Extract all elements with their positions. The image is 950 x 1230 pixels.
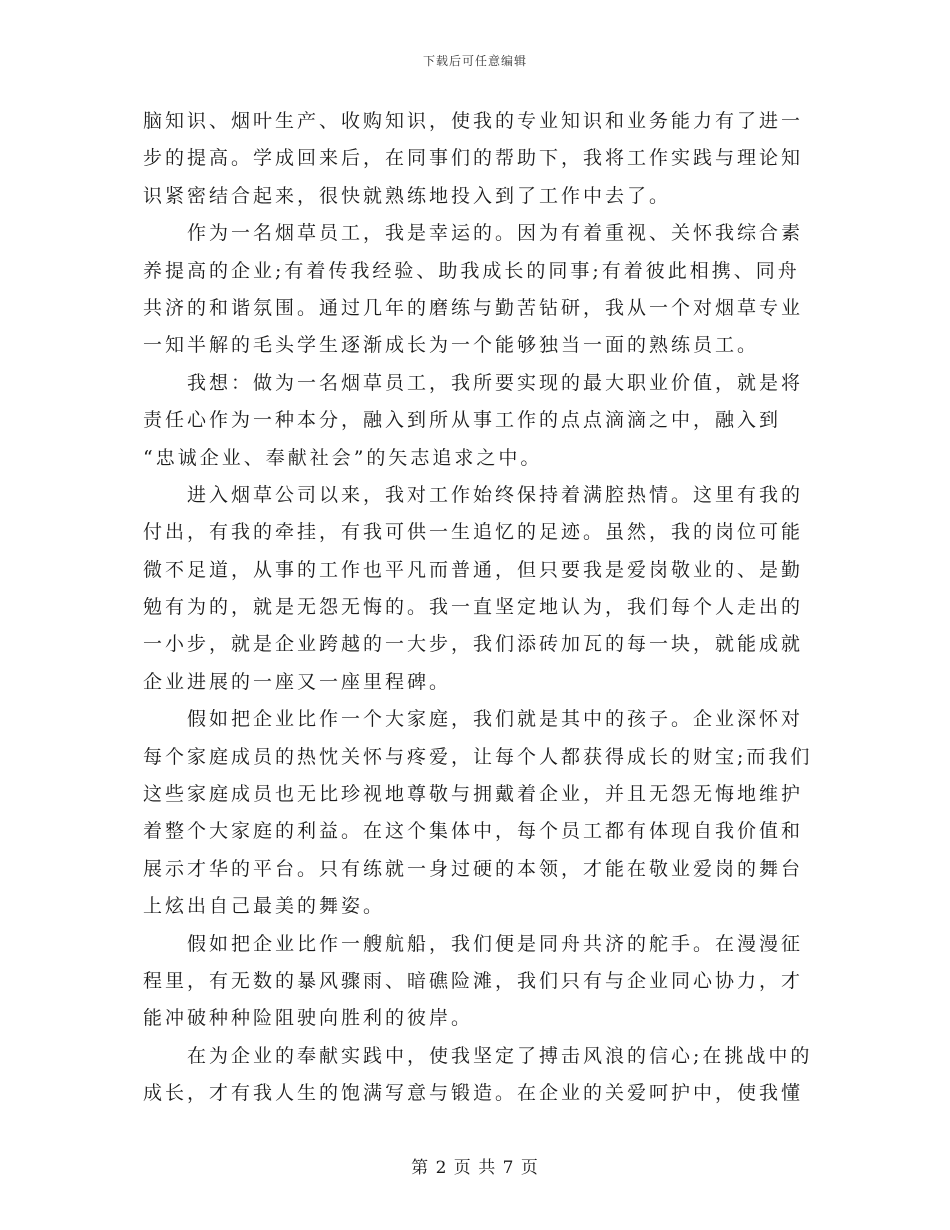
text-line: 进入烟草公司以来，我对工作始终保持着满腔热情。这里有我的 <box>187 483 804 506</box>
text-line: 企业进展的一座又一座里程碑。 <box>143 670 452 693</box>
text-line: 一小步，就是企业跨越的一大步，我们添砖加瓦的每一块，就能成就 <box>143 633 804 656</box>
header-note: 下载后可任意编辑 <box>422 54 527 68</box>
text-line: 付出，有我的牵挂，有我可供一生追忆的足迹。虽然，我的岗位可能 <box>143 521 804 544</box>
text-line: 展示才华的平台。只有练就一身过硬的本领，才能在敬业爱岗的舞台 <box>143 857 804 880</box>
text-line: 步的提高。学成回来后，在同事们的帮助下，我将工作实践与理论知 <box>143 147 804 170</box>
text-line: 微不足道，从事的工作也平凡而普通，但只要我是爱岗敬业的、是勤 <box>143 558 804 581</box>
text-line: 成长，才有我人生的饱满写意与锻造。在企业的关爱呵护中，使我懂 <box>143 1082 804 1105</box>
text-line: 假如把企业比作一艘航船，我们便是同舟共济的舵手。在漫漫征 <box>187 932 804 955</box>
text-line: 在为企业的奉献实践中，使我坚定了搏击风浪的信心;在挑战中的 <box>187 1044 813 1067</box>
text-line: 假如把企业比作一个大家庭，我们就是其中的孩子。企业深怀对 <box>187 708 804 731</box>
text-line: 脑知识、烟叶生产、收购知识，使我的专业知识和业务能力有了进一 <box>143 110 804 132</box>
text-line: 共济的和谐氛围。通过几年的磨练与勤苦钻研，我从一个对烟草专业 <box>143 296 804 319</box>
text-line: 作为一名烟草员工，我是幸运的。因为有着重视、关怀我综合素 <box>187 222 804 245</box>
document-body <box>143 103 811 1113</box>
text-line: 责任心作为一种本分，融入到所从事工作的点点滴滴之中，融入到 <box>143 409 782 432</box>
text-line: 养提高的企业;有着传我经验、助我成长的同事;有着彼此相携、同舟 <box>143 259 800 282</box>
text-line: 这些家庭成员也无比珍视地尊敬与拥戴着企业，并且无怨无悔地维护 <box>143 783 804 806</box>
text-line: 每个家庭成员的热忱关怀与疼爱，让每个人都获得成长的财宝;而我们 <box>143 745 813 768</box>
text-line: 程里，有无数的暴风骤雨、暗礁险滩，我们只有与企业同心协力，才 <box>143 969 804 992</box>
text-line: 勉有为的，就是无怨无悔的。我一直坚定地认为，我们每个人走出的 <box>143 596 804 619</box>
text-line: 能冲破种种险阻驶向胜利的彼岸。 <box>143 1007 474 1030</box>
text-line: 着整个大家庭的利益。在这个集体中，每个员工都有体现自我价值和 <box>143 820 804 843</box>
text-line: 我想：做为一名烟草员工，我所要实现的最大职业价值，就是将 <box>187 371 804 394</box>
text-line: 识紧密结合起来，很快就熟练地投入到了工作中去了。 <box>143 184 672 207</box>
page-number: 第 2 页 共 7 页 <box>411 1158 539 1178</box>
text-line: 上炫出自己最美的舞姿。 <box>143 895 386 918</box>
text-line: “忠诚企业、奉献社会”的矢志追求之中。 <box>143 446 543 469</box>
text-line: 一知半解的毛头学生逐渐成长为一个能够独当一面的熟练员工。 <box>143 334 760 357</box>
